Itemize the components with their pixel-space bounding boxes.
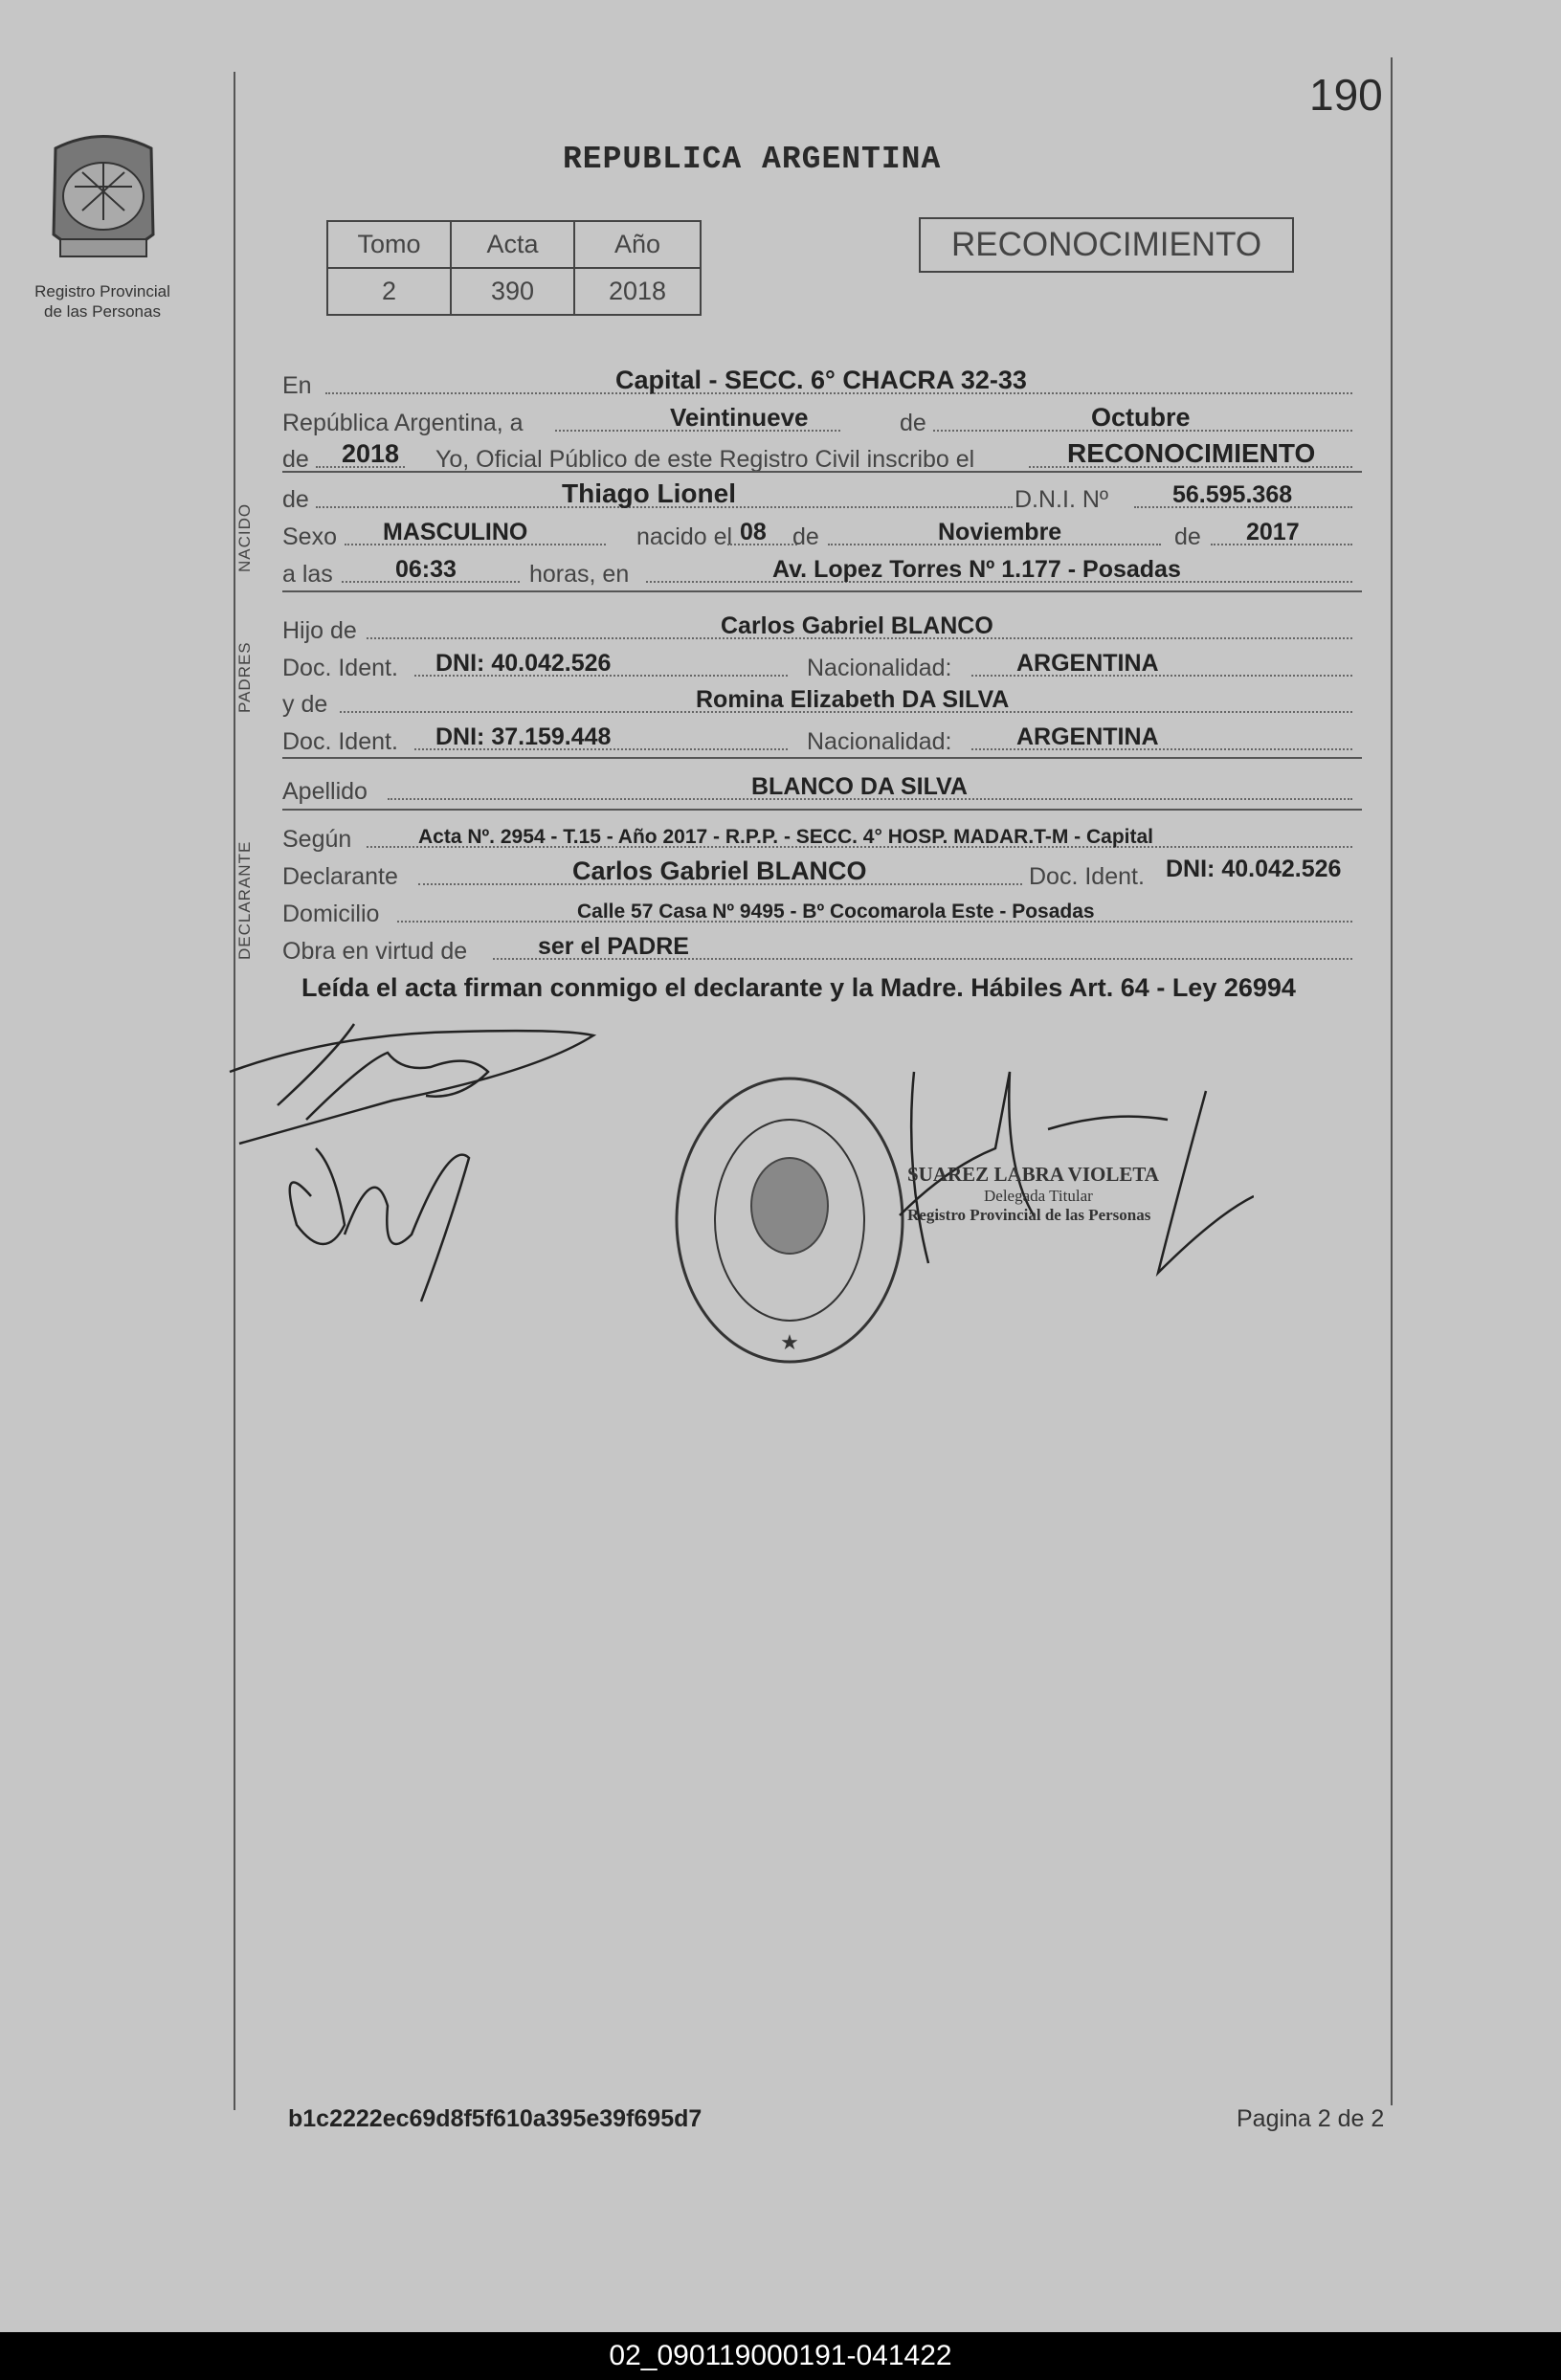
value-padre-dni: DNI: 40.042.526 xyxy=(435,650,612,677)
official-name: SUAREZ LABRA VIOLETA xyxy=(907,1163,1159,1186)
label-de2: de xyxy=(282,446,309,473)
label-doc-ident: Doc. Ident. xyxy=(282,655,398,681)
scan-footer: 02_090119000191-041422 xyxy=(0,2332,1561,2380)
value-nac-dia: 08 xyxy=(740,519,767,545)
row-nombre xyxy=(282,478,1362,514)
header-tomo: Tomo xyxy=(327,221,451,268)
declarant-signature xyxy=(220,1014,622,1321)
row-acto xyxy=(282,438,1362,474)
value-madre-dni: DNI: 37.159.448 xyxy=(435,723,612,750)
value-segun: Acta Nº. 2954 - T.15 - Año 2017 - R.P.P. - SECC. 4° HOSP. MADAR.T-M - Capital xyxy=(418,826,1153,848)
value-lugar-nac: Av. Lopez Torres Nº 1.177 - Posadas xyxy=(772,556,1181,583)
label-en: En xyxy=(282,372,312,399)
section-declarante: DECLARANTE xyxy=(235,840,254,960)
header-acta: Acta xyxy=(451,221,574,268)
separator-line xyxy=(282,590,1362,592)
value-sexo: MASCULINO xyxy=(383,519,528,545)
document-hash: b1c2222ec69d8f5f610a395e39f695d7 xyxy=(288,2105,702,2132)
value-madre-nac: ARGENTINA xyxy=(1016,723,1159,750)
value-hora: 06:33 xyxy=(395,556,457,583)
official-role: Delegada Titular xyxy=(984,1187,1093,1205)
label-y-de: y de xyxy=(282,691,328,718)
round-registry-stamp xyxy=(660,1062,919,1378)
official-stamp xyxy=(907,1163,1242,1225)
row-hora xyxy=(282,556,1362,589)
label-apellido: Apellido xyxy=(282,778,368,805)
value-madre: Romina Elizabeth DA SILVA xyxy=(696,686,1010,713)
row-padre-doc xyxy=(282,650,1362,682)
label-segun: Según xyxy=(282,826,352,853)
value-domicilio: Calle 57 Casa Nº 9495 - Bº Cocomarola Este - Posadas xyxy=(577,901,1095,923)
record-table-value-row xyxy=(327,268,701,315)
record-table xyxy=(326,220,702,316)
province-shield-logo xyxy=(36,129,170,273)
label-de: de xyxy=(900,410,926,436)
official-office: Registro Provincial de las Personas xyxy=(907,1206,1151,1224)
row-domicilio xyxy=(282,896,1362,928)
value-padre-nac: ARGENTINA xyxy=(1016,650,1159,677)
value-obra: ser el PADRE xyxy=(538,933,689,960)
page-indicator: Pagina 2 de 2 xyxy=(1237,2105,1385,2132)
label-republica: República Argentina, a xyxy=(282,410,524,436)
value-nombre: Thiago Lionel xyxy=(562,478,736,508)
page-number: 190 xyxy=(1309,70,1383,120)
value-mes: Octubre xyxy=(1091,403,1191,432)
label-a-las: a las xyxy=(282,561,333,588)
value-anio: 2018 xyxy=(342,439,400,468)
act-type-box: RECONOCIMIENTO xyxy=(919,217,1294,273)
value-nac-anio: 2017 xyxy=(1246,519,1300,545)
row-obra xyxy=(282,933,1362,966)
section-nacido: NACIDO xyxy=(235,502,254,572)
right-margin-line xyxy=(1391,57,1393,2105)
label-de5: de xyxy=(1174,523,1201,550)
value-padre: Carlos Gabriel BLANCO xyxy=(721,612,993,639)
value-apellido: BLANCO DA SILVA xyxy=(751,773,968,800)
document-title: REPUBLICA ARGENTINA xyxy=(563,142,942,177)
separator-line xyxy=(282,809,1362,811)
value-acto: RECONOCIMIENTO xyxy=(1067,438,1316,468)
label-yo: Yo, Oficial Público de este Registro Civil inscribo el xyxy=(435,446,975,473)
registry-caption-line2: de las Personas xyxy=(44,302,161,321)
value-dia: Veintinueve xyxy=(670,403,809,432)
row-sexo xyxy=(282,519,1362,551)
value-lugar: Capital - SECC. 6° CHACRA 32-33 xyxy=(615,366,1027,394)
value-dni: 56.595.368 xyxy=(1172,481,1293,508)
value-declarante: Carlos Gabriel BLANCO xyxy=(572,856,867,885)
registry-caption-line1: Registro Provincial xyxy=(34,282,170,300)
label-nacionalidad2: Nacionalidad: xyxy=(807,728,952,755)
row-padre xyxy=(282,612,1362,645)
closing-text: Leída el acta firman conmigo el declarante y la Madre. Hábiles Art. 64 - Ley 26994 xyxy=(301,973,1296,1002)
label-dni: D.N.I. Nº xyxy=(1015,486,1109,513)
value-declarante-dni: DNI: 40.042.526 xyxy=(1166,856,1342,882)
separator-line xyxy=(282,471,1362,473)
label-de3: de xyxy=(282,486,309,513)
label-declarante: Declarante xyxy=(282,863,398,890)
label-nacionalidad: Nacionalidad: xyxy=(807,655,952,681)
svg-text:★: ★ xyxy=(780,1330,799,1354)
label-doc-ident3: Doc. Ident. xyxy=(1029,863,1145,890)
row-lugar xyxy=(282,367,1362,400)
value-nac-mes: Noviembre xyxy=(938,519,1062,545)
label-horas-en: horas, en xyxy=(529,561,630,588)
value-anio: 2018 xyxy=(574,268,701,315)
label-hijo-de: Hijo de xyxy=(282,617,357,644)
row-segun xyxy=(282,821,1362,854)
registry-caption xyxy=(11,281,193,322)
label-sexo: Sexo xyxy=(282,523,337,550)
section-padres: PADRES xyxy=(235,641,254,713)
label-doc-ident2: Doc. Ident. xyxy=(282,728,398,755)
record-table-header-row xyxy=(327,221,701,268)
label-nacido-el: nacido el xyxy=(636,523,733,550)
header-anio: Año xyxy=(574,221,701,268)
row-madre xyxy=(282,686,1362,719)
value-tomo: 2 xyxy=(327,268,451,315)
label-obra: Obra en virtud de xyxy=(282,938,468,965)
row-madre-doc xyxy=(282,723,1362,756)
row-declarante xyxy=(282,858,1362,891)
label-domicilio: Domicilio xyxy=(282,901,380,927)
row-fecha xyxy=(282,405,1362,437)
row-apellido xyxy=(282,773,1362,806)
separator-line xyxy=(282,757,1362,759)
label-de4: de xyxy=(792,523,819,550)
value-acta: 390 xyxy=(451,268,574,315)
